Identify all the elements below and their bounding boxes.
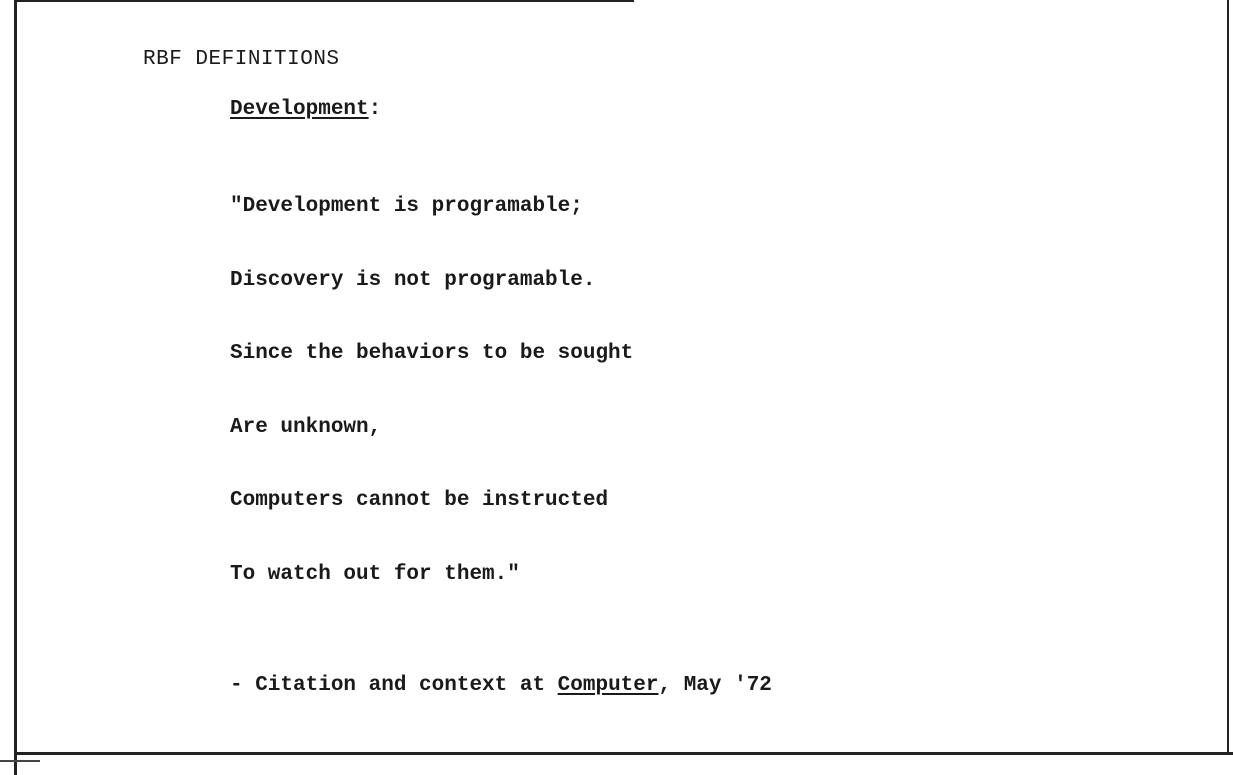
definition-quote bbox=[230, 146, 633, 636]
frame-top-line bbox=[14, 0, 634, 2]
frame-left-line bbox=[14, 0, 17, 775]
quote-line: Since the behaviors to be sought bbox=[230, 342, 634, 365]
page-title: RBF DEFINITIONS bbox=[143, 48, 340, 71]
quote-line: "Development is programable; bbox=[230, 195, 583, 218]
frame-bottom-line bbox=[14, 752, 1233, 755]
section-label bbox=[230, 98, 381, 121]
citation-prefix: - Citation and context at bbox=[230, 674, 558, 697]
section-label-text: Development bbox=[230, 98, 369, 121]
section-label-colon: : bbox=[368, 98, 382, 121]
quote-line: Are unknown, bbox=[230, 415, 382, 439]
citation-date: , May '72 bbox=[658, 674, 772, 697]
citation-source: Computer bbox=[557, 674, 659, 697]
quote-line: Discovery is not programable. bbox=[230, 268, 596, 292]
frame-right-line bbox=[1227, 0, 1229, 752]
frame-corner-mark bbox=[0, 760, 40, 762]
quote-line: To watch out for them." bbox=[230, 562, 520, 586]
citation bbox=[230, 674, 772, 697]
quote-line: Computers cannot be instructed bbox=[230, 489, 609, 512]
